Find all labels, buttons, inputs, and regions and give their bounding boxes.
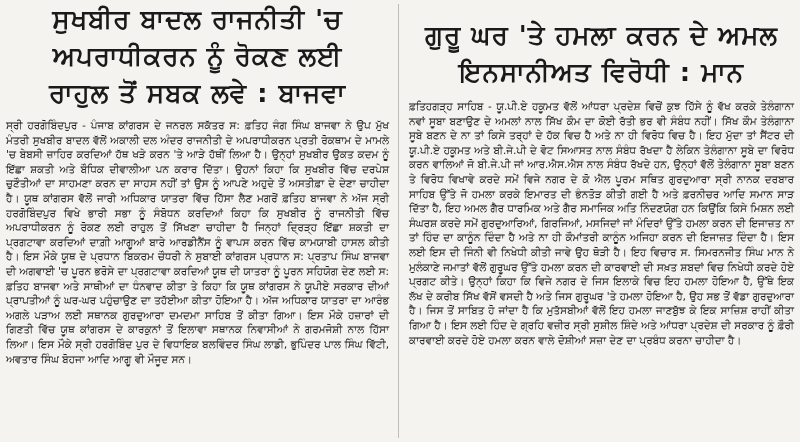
right-headline — [403, 18, 800, 92]
left-article — [0, 0, 395, 442]
right-headline-line-1: ਗੁਰੂ ਘਰ 'ਤੇ ਹਮਲਾ ਕਰਨ ਦੇ ਅਮਲ — [424, 21, 779, 51]
right-article — [403, 0, 800, 442]
right-article-body: ਫ਼ਤਿਹਗੜ੍ਹ ਸਾਹਿਬ - ਯੂ.ਪੀ.ਏ ਹਕੂਮਤ ਵੱਲੋਂ ਆਂਧਰਾ ਪ੍ਰਦੇਸ਼ ਵਿਚੋਂ ਕੁਝ ਹਿੱਸੇ ਨੂੰ ਵੱਖ ਕਰਕੇ ਤੇਲੰਗਾਨਾ ਨਵਾਂ ਸੂਬਾ ਬਣਾਉਣ ਦੇ ਅਮਲਾਂ ਨਾਲ ਸਿੱਖ ਕੌਮ ਦਾ ਕੋਈ ਰੱਤੀ ਭਰ ਵੀ ਸੰਬੰਧ ਨਹੀਂ। ਸਿੱਖ ਕੌਮ ਤੇਲੰਗਾਨਾ ਸੂਬੇ ਬਣਨ ਦੇ ਨਾ ਤਾਂ ਕਿਸੇ ਤਰ੍ਹਾਂ ਦੇ ਹੱਕ ਵਿਚ ਹੈ ਅਤੇ ਨਾ ਹੀ ਵਿਰੋਧ ਵਿਚ ਹੈ। ਇਹ ਮੁੱਦਾ ਤਾਂ ਸੈਂਟਰ ਦੀ ਯੂ.ਪੀ.ਏ ਹਕੂਮਤ ਅਤੇ ਬੀ.ਜੇ.ਪੀ ਦੇ ਵੋਟ ਸਿਆਸਤ ਨਾਲ ਸੰਬੰਧ ਰੱਖਦਾ ਹੈ ਲੇਕਿਨ ਤੇਲੰਗਾਨਾ ਸੂਬੇ ਦਾ ਵਿਰੋਧ ਕਰਨ ਵਾਲਿਆਂ ਜੋ ਬੀ.ਜੇ.ਪੀ ਜਾਂ ਆਰ.ਐਸ.ਐਸ ਨਾਲ ਸੰਬੰਧ ਰੱਖਦੇ ਹਨ, ਉਨ੍ਹਾਂ ਵੱਲੋਂ ਤੇਲੰਗਾਨਾ ਸੂਬਾ ਬਣਨ ਤੇ ਵਿਰੋਧ ਵਿਖਾਵੇ ਕਰਦੇ ਸਮੇਂ ਵਿਜੇ ਨਗਰ ਦੇ ਕੋ ਐਲ ਪੂਰਮ ਸਥਿਤ ਗੁਰਦੁਆਰਾ ਸ੍ਰੀ ਨਾਨਕ ਦਰਬਾਰ ਸਾਹਿਬ ਉੱਤੇ ਜੋ ਹਮਲਾ ਕਰਕੇ ਇਮਾਰਤ ਦੀ ਭੰਨਤੋੜ ਕੀਤੀ ਗਈ ਹੈ ਅਤੇ ਫ਼ਰਨੀਚਰ ਆਦਿ ਸਮਾਨ ਸਾੜ ਦਿੱਤਾ ਹੈ, ਇਹ ਅਮਲ ਗੈਰ ਧਾਰਮਿਕ ਅਤੇ ਗੈਰ ਸਮਾਜਿਕ ਅਤਿ ਨਿੰਦਣਯੋਗ ਹਨ ਕਿਉਂਕਿ ਕਿਸੇ ਮਿਸ਼ਨ ਲਈ ਸੰਘਰਸ਼ ਕਰਦੇ ਸਮੇਂ ਗੁਰਦੁਆਰਿਆਂ, ਗਿਰਜਿਆਂ, ਮਸਜਿਦਾਂ ਜਾਂ ਮੰਦਿਰਾਂ ਉੱਤੇ ਹਮਲਾ ਕਰਨ ਦੀ ਇਜਾਜ਼ਤ ਨਾ ਤਾਂ ਹਿੰਦ ਦਾ ਕਾਨੂੰਨ ਦਿੰਦਾ ਹੈ ਅਤੇ ਨਾ ਹੀ ਕੌਮਾਂਤਰੀ ਕਾਨੂੰਨ ਅਜਿਹਾ ਕਰਨ ਦੀ ਇਜਾਜ਼ਤ ਦਿੰਦਾ ਹੈ। ਇਸ ਲਈ ਇਸ ਦੀ ਜਿੰਨੀ ਵੀ ਨਿਖੇਧੀ ਕੀਤੀ ਜਾਵੇ ਉਹ ਥੋੜੀ ਹੈ। ਇਹ ਵਿਚਾਰ ਸ. ਸਿਮਰਨਜੀਤ ਸਿੰਘ ਮਾਨ ਨੇ ਮੁਲੰਕਾਣੇ ਜਮਾਤਾਂ ਵੱਲੋਂ ਗੁਰੂਘਰ ਉੱਤੇ ਹਮਲਾ ਕਰਨ ਦੀ ਕਾਰਵਾਈ ਦੀ ਸਖ਼ਤ ਸ਼ਬਦਾਂ ਵਿਚ ਨਿਖੇਧੀ ਕਰਦੇ ਹੋਏ ਪ੍ਰਗਟ ਕੀਤੇ। ਉਨ੍ਹਾਂ ਕਿਹਾ ਕਿ ਵਿਜੇ ਨਗਰ ਦੇ ਜਿਸ ਇਲਾਕੇ ਵਿਚ ਇਹ ਹਮਲਾ ਹੋਇਆ ਹੈ, ਉੱਥੇ ਇਕ ਲੱਖ ਦੇ ਕਰੀਬ ਸਿੱਖ ਵੱਸੋਂ ਵਸਦੀ ਹੈ ਅਤੇ ਜਿਸ ਗੁਰੂਘਰ 'ਤੇ ਹਮਲਾ ਹੋਇਆ ਹੈ, ਉਹ ਸਭ ਤੋਂ ਵੱਡਾ ਗੁਰਦੁਆਰਾ ਹੈ। ਜਿਸ ਤੋਂ ਸਾਬਿਤ ਹੋ ਜਾਂਦਾ ਹੈ ਕਿ ਮੁਤੱਸਬੀਆਂ ਵੱਲੋਂ ਇਹ ਹਮਲਾ ਜਾਣਬੁੱਝ ਕੇ ਇਕ ਸਾਜ਼ਿਸ਼ ਰਾਹੀਂ ਕੀਤਾ ਗਿਆ ਹੈ। ਇਸ ਲਈ ਹਿੰਦ ਦੇ ਗ੍ਰਹਿ ਵਜ਼ੀਰ ਸ੍ਰੀ ਸੁਸ਼ੀਲ ਸ਼ਿੰਦੇ ਅਤੇ ਆਂਧਰਾ ਪ੍ਰਦੇਸ਼ ਦੀ ਸਰਕਾਰ ਨੂੰ ਫ਼ੌਰੀ ਕਾਰਵਾਈ ਕਰਦੇ ਹੋਏ ਹਮਲਾ ਕਰਨ ਵਾਲੇ ਦੋਸ਼ੀਆਂ ਸਜ਼ਾ ਦੇਣ ਦਾ ਪ੍ਰਬੰਧ ਕਰਨਾ ਚਾਹੀਦਾ ਹੈ। — [409, 101, 794, 347]
left-headline — [0, 2, 395, 113]
left-headline-line-1: ਸੁਖਬੀਰ ਬਾਦਲ ਰਾਜਨੀਤੀ 'ਚ — [52, 5, 343, 35]
right-headline-line-2: ਇਨਸਾਨੀਅਤ ਵਿਰੋਧੀ : ਮਾਨ — [459, 58, 744, 88]
left-headline-line-3: ਰਾਹੁਲ ਤੋਂ ਸਬਕ ਲਵੇ : ਬਾਜਵਾ — [49, 79, 346, 109]
column-divider — [398, 4, 399, 438]
left-headline-line-2: ਅਪਰਾਧੀਕਰਨ ਨੂੰ ਰੋਕਣ ਲਈ — [52, 42, 343, 72]
left-article-body: ਸ੍ਰੀ ਹਰਗੋਬਿੰਦਪੁਰ - ਪੰਜਾਬ ਕਾਂਗਰਸ ਦੇ ਜਨਰਲ ਸਕੱਤਰ ਸ: ਫ਼ਤਿਹ ਜੰਗ ਸਿੰਘ ਬਾਜਵਾ ਨੇ ਉਪ ਮੁੱਖ ਮੰਤਰੀ ਸੁਖਬੀਰ ਬਾਦਲ ਵੱਲੋਂ ਅਕਾਲੀ ਦਲ ਅੰਦਰ ਰਾਜਨੀਤੀ ਦੇ ਅਪਰਾਧੀਕਰਨ ਪ੍ਰਤੀ ਰੋਕਥਾਮ ਦੇ ਮਾਮਲੇ 'ਚ ਬੇਬਸੀ ਜ਼ਾਹਿਰ ਕਰਦਿਆਂ ਹੱਥ ਖੜੇ ਕਰਨ 'ਤੇ ਆੜੇ ਹੱਥੀਂ ਲਿਆ ਹੈ। ਉਨ੍ਹਾਂ ਸੁਖਬੀਰ ਉਕਤ ਕਦਮ ਨੂੰ ਇੱਛਾ ਸ਼ਕਤੀ ਅਤੇ ਬੌਧਿਕ ਦੀਵਾਲੀਆ ਪਨ ਕਰਾਰ ਦਿੱਤਾ। ਉਹਨਾਂ ਕਿਹਾ ਕਿ ਸੁਖਬੀਰ ਵਿੱਚ ਦਰਪੇਸ਼ ਚੁਣੌਤੀਆਂ ਦਾ ਸਾਹਮਣਾ ਕਰਨ ਦਾ ਸਾਹਸ ਨਹੀਂ ਤਾਂ ਉਸ ਨੂੰ ਆਪਣੇ ਅਹੁਦੇ ਤੋਂ ਅਸਤੀਫ਼ਾ ਦੇ ਦੇਣਾ ਚਾਹੀਦਾ ਹੈ। ਯੂਥ ਕਾਂਗਰਸ ਵੱਲੋਂ ਜਾਰੀ ਅਧਿਕਾਰ ਯਾਤਰਾ ਵਿੱਚ ਹਿੱਸਾ ਲੈਣ ਮਗਰੋਂ ਫ਼ਤਿਹ ਬਾਜਵਾ ਨੇ ਅੱਜ ਸ੍ਰੀ ਹਰਗੋਬਿੰਦਪੁਰ ਵਿਖੇ ਭਾਰੀ ਸਭਾ ਨੂੰ ਸੰਬੋਧਨ ਕਰਦਿਆਂ ਕਿਹਾ ਕਿ ਸੁਖਬੀਰ ਨੂੰ ਰਾਜਨੀਤੀ ਵਿੱਚ ਅਪਰਾਧੀਕਰਨ ਨੂੰ ਰੋਕਣ ਲਈ ਰਾਹੁਲ ਤੋਂ ਸਿੱਖਣਾ ਚਾਹੀਦਾ ਹੈ ਜਿਨ੍ਹਾਂ ਦ੍ਰਿੜ੍ਹ ਇੱਛਾ ਸ਼ਕਤੀ ਦਾ ਪ੍ਰਗਟਾਵਾ ਕਰਦਿਆਂ ਦਾਗ਼ੀ ਆਗੂਆਂ ਬਾਰੇ ਆਰਡੀਨੈਂਸ ਨੂੰ ਵਾਪਸ ਕਰਨ ਵਿੱਚ ਕਾਮਯਾਬੀ ਹਾਸਲ ਕੀਤੀ ਹੈ। ਇਸ ਮੌਕੇ ਯੂਥ ਦੇ ਪ੍ਰਧਾਨ ਬਿਕਰਮ ਚੌਧਰੀ ਨੇ ਸੁਬਾਈ ਕਾਂਗਰਸ ਪ੍ਰਧਾਨ ਸ: ਪ੍ਰਤਾਪ ਸਿੰਘ ਬਾਜਵਾ ਦੀ ਅਗਵਾਈ 'ਚ ਪੂਰਨ ਭਰੋਸੇ ਦਾ ਪ੍ਰਗਟਾਵਾ ਕਰਦਿਆਂ ਯੂਥ ਦੀ ਯਾਤਰਾ ਨੂੰ ਪੂਰਨ ਸਹਿਯੋਗ ਦੇਣ ਲਈ ਸ: ਫ਼ਤਿਹ ਬਾਜਵਾ ਅਤੇ ਸਾਥੀਆਂ ਦਾ ਧੰਨਵਾਦ ਕੀਤਾ ਤੇ ਕਿਹਾ ਕਿ ਯੂਥ ਕਾਂਗਰਸ ਨੇ ਯੂਪੀਏ ਸਰਕਾਰ ਦੀਆਂ ਪ੍ਰਾਪਤੀਆਂ ਨੂੰ ਘਰ-ਘਰ ਪਹੁੰਚਾਉਣ ਦਾ ਤਹੱਈਆ ਕੀਤਾ ਹੋਇਆ ਹੈ। ਅੱਜ ਅਧਿਕਾਰ ਯਾਤਰਾ ਦਾ ਆਰੰਭ ਅਗਲੇ ਪੜਾਅ ਲਈ ਸਥਾਨਕ ਗੁਰਦੁਆਰਾ ਦਮਦਮਾ ਸਾਹਿਬ ਤੋਂ ਕੀਤਾ ਗਿਆ। ਇਸ ਮੌਕੇ ਹਜ਼ਾਰਾਂ ਦੀ ਗਿਣਤੀ ਵਿੱਚ ਯੂਥ ਕਾਂਗਰਸ ਦੇ ਕਾਰਕੁਨਾਂ ਤੋਂ ਇਲਾਵਾ ਸਥਾਨਕ ਨਿਵਾਸੀਆਂ ਨੇ ਗਰਮਜੋਸ਼ੀ ਨਾਲ ਹਿੱਸਾ ਲਿਆ। ਇਸ ਮੌਕੇ ਸ੍ਰੀ ਹਰਗੋਬਿੰਦ ਪੁਰ ਦੇ ਵਿਧਾਇਕ ਬਲਵਿੰਦਰ ਸਿੰਘ ਲਾਡੀ, ਭੁਪਿੰਦਰ ਪਾਲ ਸਿੰਘ ਵਿੱਟੀ, ਅਵਤਾਰ ਸਿੰਘ ਬੋਹਜਾ ਆਦਿ ਆਗੂ ਵੀ ਮੌਜੂਦ ਸਨ। — [6, 120, 389, 366]
